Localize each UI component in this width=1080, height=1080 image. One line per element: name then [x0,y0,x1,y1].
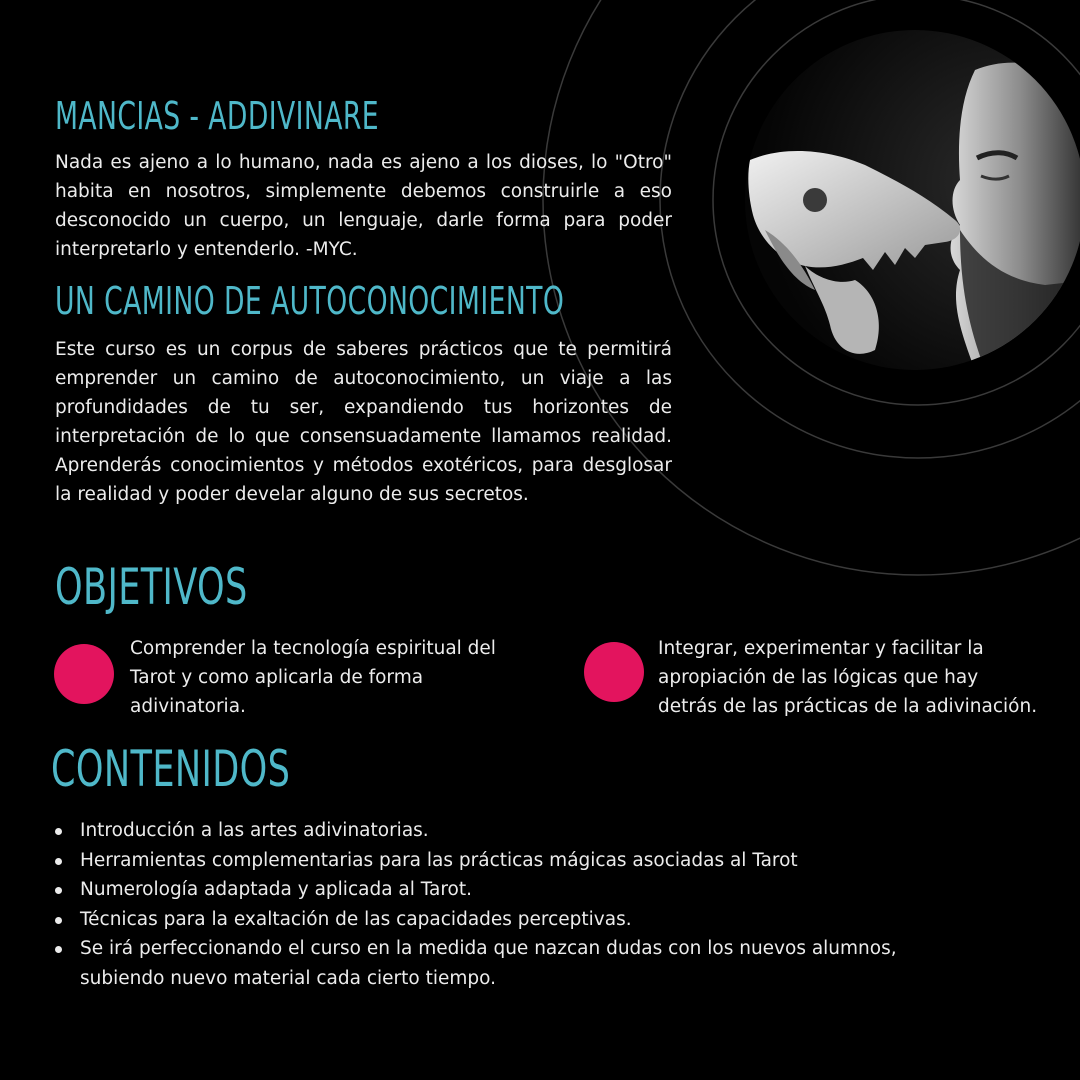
objective-1-text: Comprender la tecnología espiritual del Tarot y como aplicarla de forma adivinatoria. [130,638,496,717]
list-item-text: Introducción a las artes adivinatorias. [80,820,429,841]
intro-paragraph: Nada es ajeno a lo humano, nada es ajeno a los dioses, lo "Otro" habita en nosotros, simplemente debemos construirle a eso desconocido un cuerpo, un lenguaje, darle forma para poder interpretarlo y entenderlo. -MYC. [55,152,672,260]
list-item-text: Se irá perfeccionando el curso en la medida que nazcan dudas con los nuevos alumnos, subiendo nuevo material cada cierto tiempo. [80,938,897,989]
list-item-text: Técnicas para la exaltación de las capacidades perceptivas. [80,908,632,930]
list-item-text: Numerología adaptada y aplicada al Tarot. [80,879,472,900]
objective-2-bullet-icon [584,642,644,702]
portrait-photo [745,30,1080,370]
objective-1-bullet-icon [54,644,114,704]
list-item [55,846,955,876]
bullet-dot-icon [55,946,62,953]
contenidos-list [55,816,955,993]
list-item [55,905,955,935]
objective-2-text: Integrar, experimentar y facilitar la apropiación de las lógicas que hay detrás de las prácticas de la adivinación. [658,638,1038,717]
list-item-text: Herramientas complementarias para las prácticas mágicas asociadas al Tarot [80,849,798,871]
intro-heading: MANCIAS - ADDIVINARE [55,94,380,138]
bullet-dot-icon [55,858,62,865]
list-item [55,816,955,846]
list-item [55,934,955,993]
camino-paragraph: Este curso es un corpus de saberes prácticos que te permitirá emprender un camino de autoconocimiento, un viaje a las profundidades de tu ser, expandiendo tus horizontes de interpretación de lo que consensuadamente llamamos realidad. Aprenderás conocimientos y métodos exotéricos, para desglosar la realidad y poder develar alguno de sus secretos. [55,339,672,505]
bullet-dot-icon [55,828,62,835]
bullet-dot-icon [55,917,62,924]
camino-heading: UN CAMINO DE AUTOCONOCIMIENTO [55,279,565,323]
contenidos-heading: CONTENIDOS [51,740,291,798]
bullet-dot-icon [55,887,62,894]
objetivos-heading: OBJETIVOS [55,558,248,616]
list-item [55,875,955,905]
